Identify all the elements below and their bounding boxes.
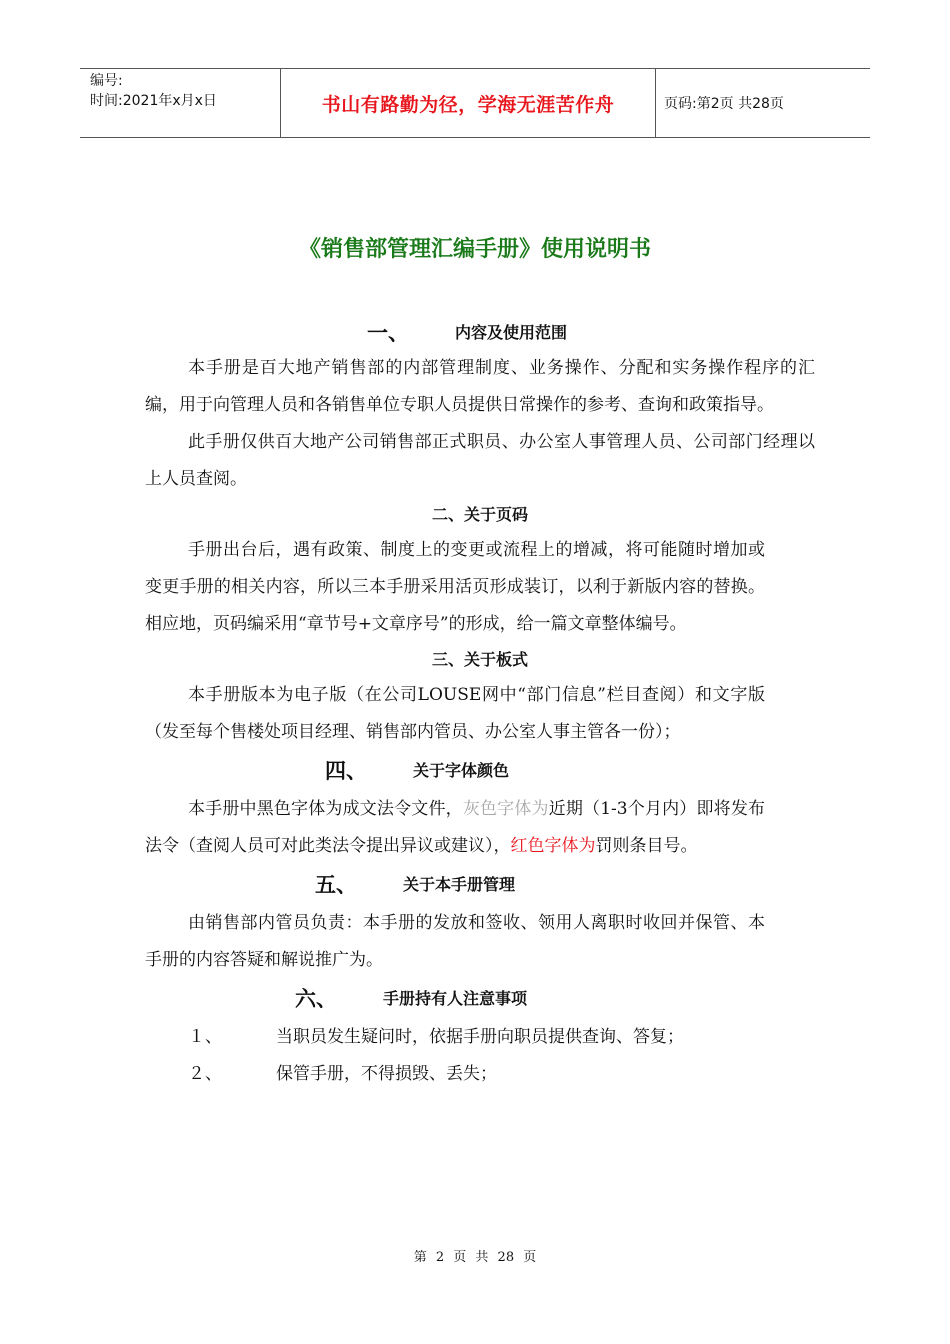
penalty-text-note: 罚则条目号。 xyxy=(595,836,698,856)
header-motto: 书山有路勤为径，学海无涯苦作舟 xyxy=(321,93,615,116)
section-number-1: 一、 xyxy=(367,321,409,345)
document-time: 时间:2021年x月x日 xyxy=(90,93,217,109)
section-heading-6 xyxy=(145,979,815,1019)
section-heading-5 xyxy=(145,865,815,905)
list-item-text: 当职员发生疑问时，依据手册向职员提供查询、答复； xyxy=(276,1027,684,1047)
header-table xyxy=(80,68,870,138)
list-item-number: ２、 xyxy=(188,1064,222,1084)
section-title-2: 二、关于页码 xyxy=(431,505,528,524)
section-heading-4 xyxy=(145,751,815,791)
section-3-paragraph-1: 本手册版本为电子版（在公司LOUSE网中“部门信息”栏目查阅）和文字版（发至每个售楼处项目经理、销售部内管员、办公室人事主管各一份）； xyxy=(145,685,765,742)
section-title-5: 关于本手册管理 xyxy=(403,875,516,894)
section-number-4: 四、 xyxy=(325,759,367,783)
document-body xyxy=(145,316,815,1093)
red-text-note: 红色字体为 xyxy=(510,836,596,856)
section-4-paragraph-1 xyxy=(145,791,765,865)
document-code-label: 编号: xyxy=(90,73,123,89)
section-2-paragraph-1: 手册出台后，遇有政策、制度上的变更或流程上的增减，将可能随时增加或变更手册的相关内容，所以三本手册采用活页形成装订，以利于新版内容的替换。相应地，页码编采用“章节号+文章序号”的形成，给一篇文章整体编号。 xyxy=(145,540,765,634)
section-5-paragraph-1: 由销售部内管员负责：本手册的发放和签收、领用人离职时收回并保管、本手册的内容答疑和解说推广为。 xyxy=(145,913,765,970)
pending-text-note: 近期（1-3个月内）即将发布法令（查阅人员可对此类法令提出异议或建议）， xyxy=(145,799,766,856)
section-heading-2 xyxy=(145,498,815,532)
list-item xyxy=(145,1056,815,1093)
header-page-info: 页码:第2页 共28页 xyxy=(664,96,784,112)
section-title-4: 关于字体颜色 xyxy=(413,761,510,780)
page-footer: 第 2 页 共 28 页 xyxy=(413,1250,537,1265)
section-number-6: 六、 xyxy=(295,987,337,1011)
list-item-number: １、 xyxy=(188,1027,222,1047)
section-heading-1 xyxy=(145,316,815,350)
gray-text-note: 灰色字体为 xyxy=(462,799,549,819)
section-number-5: 五、 xyxy=(315,873,357,897)
section-title-1: 内容及使用范围 xyxy=(455,323,568,342)
header-page-cell xyxy=(656,69,870,137)
header-meta-cell xyxy=(80,69,281,137)
section-heading-3 xyxy=(145,643,815,677)
section-1-paragraph-1: 本手册是百大地产销售部的内部管理制度、业务操作、分配和实务操作程序的汇编，用于向管理人员和各销售单位专职人员提供日常操作的参考、查询和政策指导。 xyxy=(145,358,815,415)
list-item xyxy=(145,1019,815,1056)
header-motto-cell xyxy=(281,69,656,137)
section-title-6: 手册持有人注意事项 xyxy=(383,989,528,1008)
section-1-paragraph-2: 此手册仅供百大地产公司销售部正式职员、办公室人事管理人员、公司部门经理以上人员查阅。 xyxy=(145,432,815,489)
section-title-3: 三、关于板式 xyxy=(431,650,528,669)
document-title: 《销售部管理汇编手册》使用说明书 xyxy=(298,237,651,262)
list-item-text: 保管手册，不得损毁、丢失； xyxy=(276,1064,497,1084)
black-text-note: 本手册中黑色字体为成文法令文件， xyxy=(188,799,463,819)
